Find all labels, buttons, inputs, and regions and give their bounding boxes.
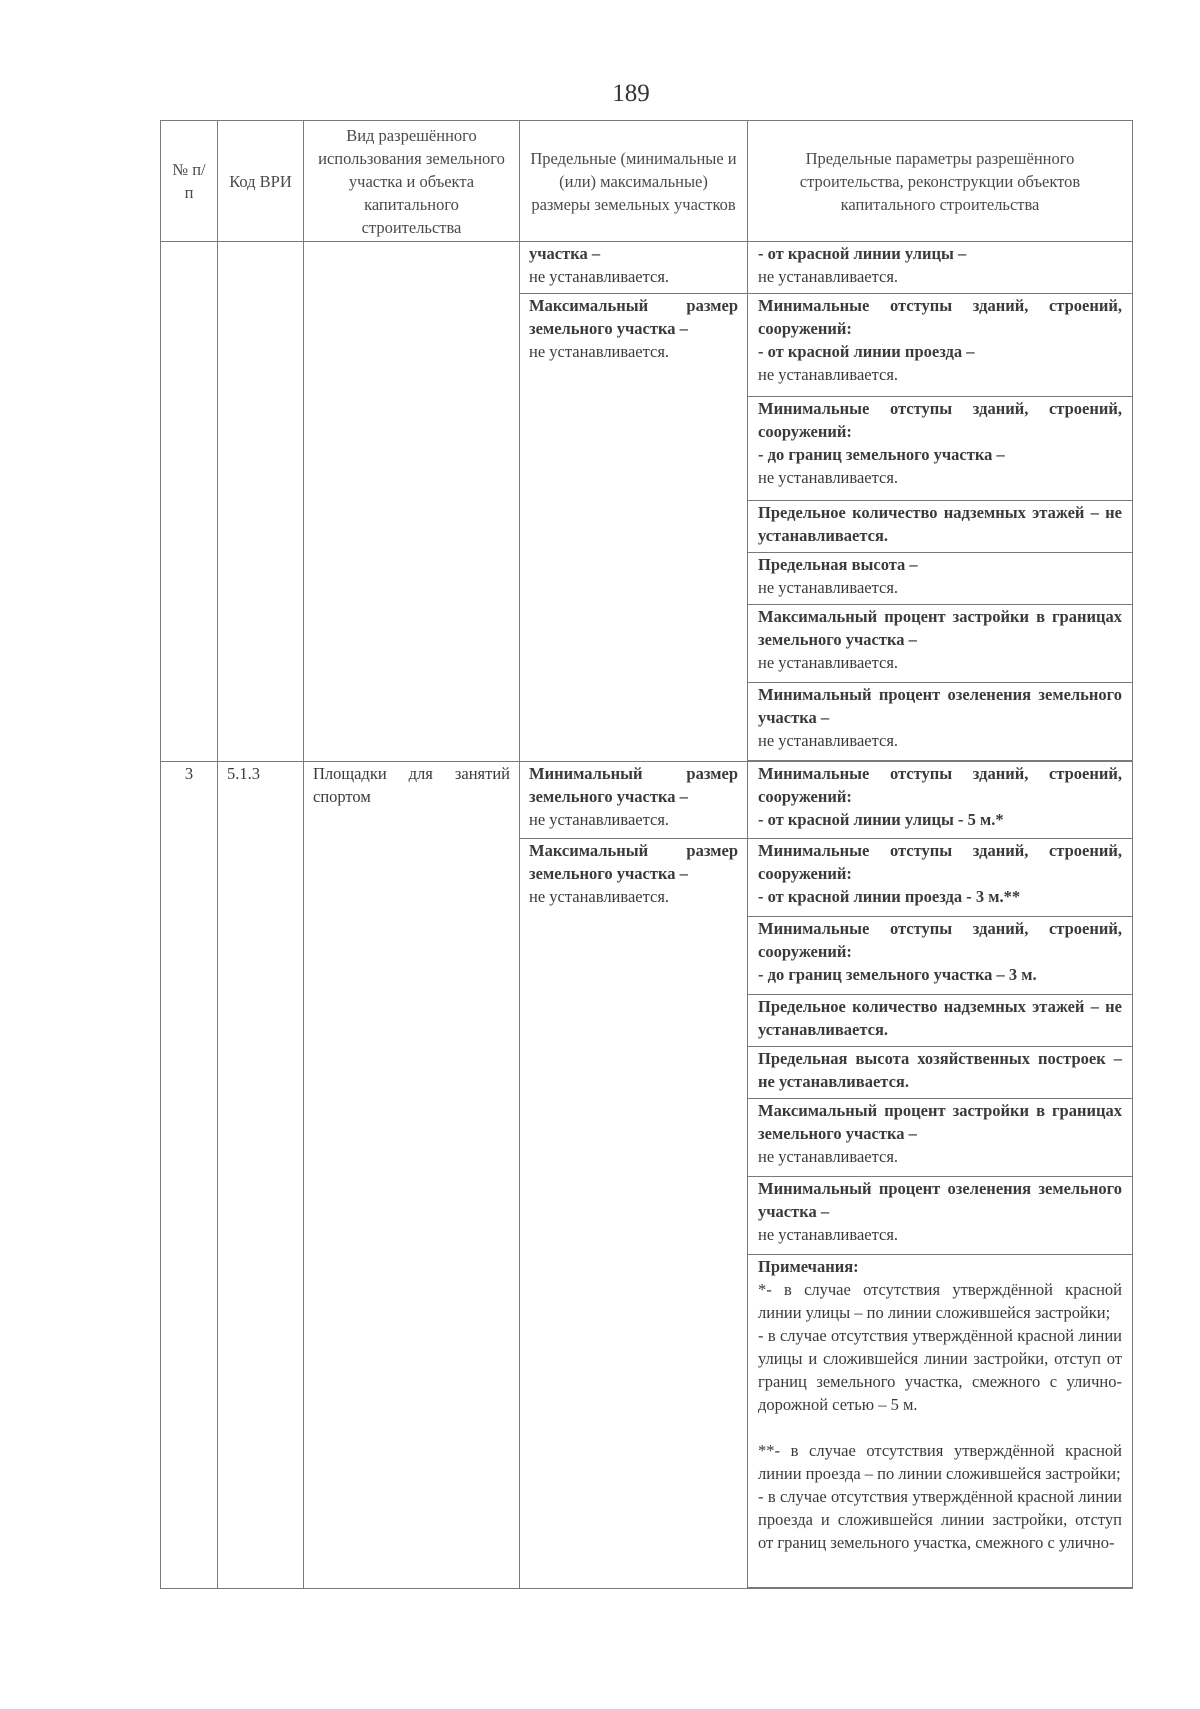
- param-heading: Предельное количество надземных этажей – не устанавливается.: [758, 502, 1122, 545]
- param-value: не устанавливается.: [758, 468, 899, 488]
- notes-cell: [748, 1254, 1133, 1587]
- param-line: - от красной линии улицы - 5 м.*: [758, 809, 1004, 829]
- header-plot: Предельные (минимальные и (или) максимальные) размеры земельных участков: [520, 121, 748, 242]
- param-heading: Минимальный процент озеленения земельного участка –: [758, 684, 1122, 727]
- note: - в случае отсутствия утверждённой красной линии проезда и сложившейся линии застройки, отступ от границ земельного участка, смежного с улично-: [758, 1486, 1122, 1552]
- param-heading: Минимальные отступы зданий, строений, сооружений:: [758, 841, 1122, 884]
- param-value: не устанавливается.: [758, 653, 899, 673]
- header-params: Предельные параметры разрешённого строительства, реконструкции объектов капитального строительства: [748, 121, 1133, 242]
- param-value: не устанавливается.: [758, 577, 899, 597]
- plot-min-value: не устанавливается.: [529, 267, 670, 286]
- param-cell: [748, 1046, 1133, 1098]
- cell-plot-max: [520, 294, 748, 761]
- page-number: 189: [612, 80, 650, 107]
- param-line: - от красной линии проезда - 3 м.**: [758, 887, 1021, 907]
- param-cell: [748, 397, 1133, 500]
- cell-num: [161, 242, 218, 762]
- param-cell: [748, 761, 1133, 839]
- table-row: [161, 242, 1133, 294]
- param-cell: [748, 1099, 1133, 1177]
- param-cell: [748, 682, 1133, 760]
- plot-min-label: Минимальный размер земельного участка –: [529, 763, 738, 806]
- plot-min-label: участка –: [529, 244, 601, 263]
- param-line: - до границ земельного участка –: [758, 445, 1005, 465]
- note-spacer: [758, 1416, 1122, 1439]
- cell-plot-min: [520, 242, 748, 294]
- param-cell: [748, 1588, 1133, 1589]
- param-cell: [748, 1176, 1133, 1254]
- param-line: - от красной линии улицы –: [758, 244, 967, 263]
- param-cell: [748, 994, 1133, 1046]
- param-heading: Минимальные отступы зданий, строений, сооружений:: [758, 919, 1122, 962]
- param-cell: [748, 552, 1133, 604]
- param-value: не устанавливается.: [758, 1147, 899, 1167]
- param-heading: Предельная высота хозяйственных построек – не устанавливается.: [758, 1048, 1122, 1091]
- cell-use: [304, 761, 520, 1588]
- param-value: не устанавливается.: [758, 1224, 899, 1244]
- param-line: - до границ земельного участка – 3 м.: [758, 965, 1037, 985]
- param-cell: [748, 500, 1133, 552]
- table-row: [161, 761, 1133, 839]
- header-use: Вид разрешённого использования земельного участка и объекта капитального строительства: [304, 121, 520, 242]
- param-heading: Минимальный процент озеленения земельного участка –: [758, 1178, 1122, 1221]
- regulations-table: [160, 120, 1133, 1589]
- cell-code: [218, 242, 304, 762]
- param-heading: Минимальные отступы зданий, строений, сооружений:: [758, 399, 1122, 442]
- param-heading: Максимальный процент застройки в границах земельного участка –: [758, 1101, 1122, 1144]
- param-value: не устанавливается.: [758, 365, 899, 385]
- cell-plot-max: [520, 839, 748, 1589]
- param-heading: Предельное количество надземных этажей – не устанавливается.: [758, 996, 1122, 1039]
- param-heading: Минимальные отступы зданий, строений, сооружений:: [758, 763, 1122, 806]
- header-num: № п/п: [161, 121, 218, 242]
- param-line: - от красной линии проезда –: [758, 342, 975, 362]
- note: - в случае отсутствия утверждённой красной линии улицы и сложившейся линии застройки, отступ от границ земельного участка, смежного с улично-дорожной сетью – 5 м.: [758, 1325, 1122, 1414]
- plot-max-value: не устанавливается.: [529, 342, 670, 362]
- param-cell: [748, 917, 1133, 995]
- table-header-row: [161, 121, 1133, 242]
- note: **- в случае отсутствия утверждённой красной линии проезда – по линии сложившейся застройки;: [758, 1440, 1122, 1483]
- cell-use: [304, 242, 520, 762]
- param-value: не устанавливается.: [758, 730, 899, 750]
- plot-min-value: не устанавливается.: [529, 809, 670, 829]
- param-heading: Минимальные отступы зданий, строений, сооружений:: [758, 296, 1122, 339]
- cell-num: 3: [161, 761, 218, 1588]
- param-heading: Максимальный процент застройки в границах земельного участка –: [758, 607, 1122, 650]
- param-cell: [748, 294, 1133, 397]
- param-cell: [748, 242, 1133, 294]
- param-cell: [748, 605, 1133, 683]
- notes-title: Примечания:: [758, 1256, 859, 1276]
- use-label: Площадки для занятий спортом: [313, 763, 510, 806]
- plot-max-label: Максимальный размер земельного участка –: [529, 841, 738, 884]
- header-code: Код ВРИ: [218, 121, 304, 242]
- cell-code: 5.1.3: [218, 761, 304, 1588]
- cell-plot-min: [520, 761, 748, 839]
- plot-max-label: Максимальный размер земельного участка –: [529, 296, 738, 339]
- param-cell: [748, 839, 1133, 917]
- plot-max-value: не устанавливается.: [529, 887, 670, 907]
- note: *- в случае отсутствия утверждённой красной линии улицы – по линии сложившейся застройки;: [758, 1279, 1122, 1322]
- param-value: не устанавливается.: [758, 267, 899, 286]
- param-heading: Предельная высота –: [758, 554, 918, 574]
